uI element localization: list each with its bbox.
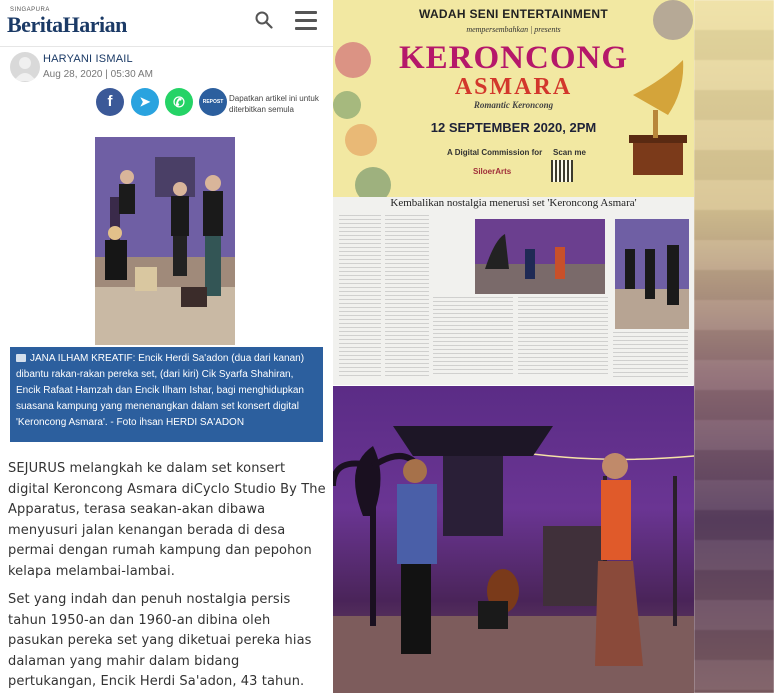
poster-presents: mempersembahkan | presents: [466, 25, 561, 34]
article-paragraph-2: Set yang indah dan penuh nostalgia persis tahun 1950-an dan 1960-an dibina oleh pasukan pereka set yang diketuai pereka hias dalaman yang mahir dalam bidang pertukangan, Encik Herdi Sa'adon, 43 tahun.: [8, 592, 312, 689]
article-panel: [0, 0, 333, 693]
top-bar: [0, 0, 333, 47]
whatsapp-icon: ✆: [173, 94, 185, 110]
brand-tagline: SINGAPURA: [10, 7, 50, 13]
repost-icon: REPOST: [202, 99, 224, 105]
search-icon[interactable]: [255, 11, 273, 29]
clipping-column: [613, 332, 688, 377]
clipping-column: [433, 297, 513, 377]
telegram-icon: ➤: [139, 94, 151, 109]
repost-note: Dapatkan artikel ini untuk diterbitkan semula: [229, 94, 319, 114]
user-icon: [10, 52, 40, 82]
poster-digital-commission: A Digital Commission for: [447, 148, 543, 157]
qr-code: [551, 160, 573, 182]
facebook-icon: f: [107, 93, 113, 110]
facebook-share-button[interactable]: [96, 88, 124, 116]
performance-photo: [333, 386, 694, 693]
telegram-share-button[interactable]: [131, 88, 159, 116]
poster-subtitle: Romantic Keroncong: [473, 100, 554, 110]
newspaper-clipping: [333, 197, 694, 385]
poster-title-line1: KERONCONG: [398, 40, 628, 76]
publish-date: Aug 28, 2020 | 05:30 AM: [43, 69, 153, 80]
article-paragraph-1: SEJURUS melangkah ke dalam set konsert digital Keroncong Asmara diCyclo Studio By The Apparatus, terasa seakan-akan dibawa menyusuri jalan kenangan berada di desa permai dengan rumah kampung dan pepohon kelapa melambai-lambai.: [8, 461, 326, 579]
concert-poster: [333, 0, 694, 197]
clipping-photo-stage: [475, 219, 605, 294]
article-photo[interactable]: [95, 137, 235, 345]
clipping-headline: Kembalikan nostalgia menerusi set 'Keroncong Asmara': [390, 197, 637, 209]
brand-logo[interactable]: BeritaHarian: [7, 12, 127, 37]
repost-button[interactable]: [199, 88, 227, 116]
set-designers-photo: [95, 137, 235, 345]
hamburger-menu-icon[interactable]: [295, 11, 317, 31]
clipping-column: [339, 215, 381, 377]
whatsapp-share-button[interactable]: [165, 88, 193, 116]
poster-date: 12 SEPTEMBER 2020, 2PM: [430, 120, 597, 135]
clipping-photo-designers: [615, 219, 689, 329]
poster-sponsor: SiloerArts: [473, 167, 512, 176]
stage-scene: [333, 386, 694, 693]
caption-text: JANA ILHAM KREATIF: Encik Herdi Sa'adon (dua dari kanan) dibantu rakan-rakan pereka set, (dari kiri) Cik Syarfa Shahiran, Encik Rafaat Hamzah dan Encik Ilham Ishar, bagi menghidupkan suasana kampung yang menenangkan dalam set konsert digital 'Keroncong Asmara'. - Foto ihsan HERDI SA'ADON: [16, 353, 305, 428]
author-avatar: [10, 52, 40, 82]
camera-icon: [16, 354, 26, 362]
poster-scan-label: Scan me: [553, 148, 586, 157]
clipping-column: [385, 215, 429, 377]
photo-caption: [10, 347, 323, 442]
clipping-column: [518, 297, 608, 377]
author-name[interactable]: HARYANI ISMAIL: [43, 53, 133, 65]
poster-title-line2: ASMARA: [454, 74, 573, 100]
poster-organizer: WADAH SENI ENTERTAINMENT: [419, 7, 608, 21]
blurred-background: [694, 0, 774, 693]
